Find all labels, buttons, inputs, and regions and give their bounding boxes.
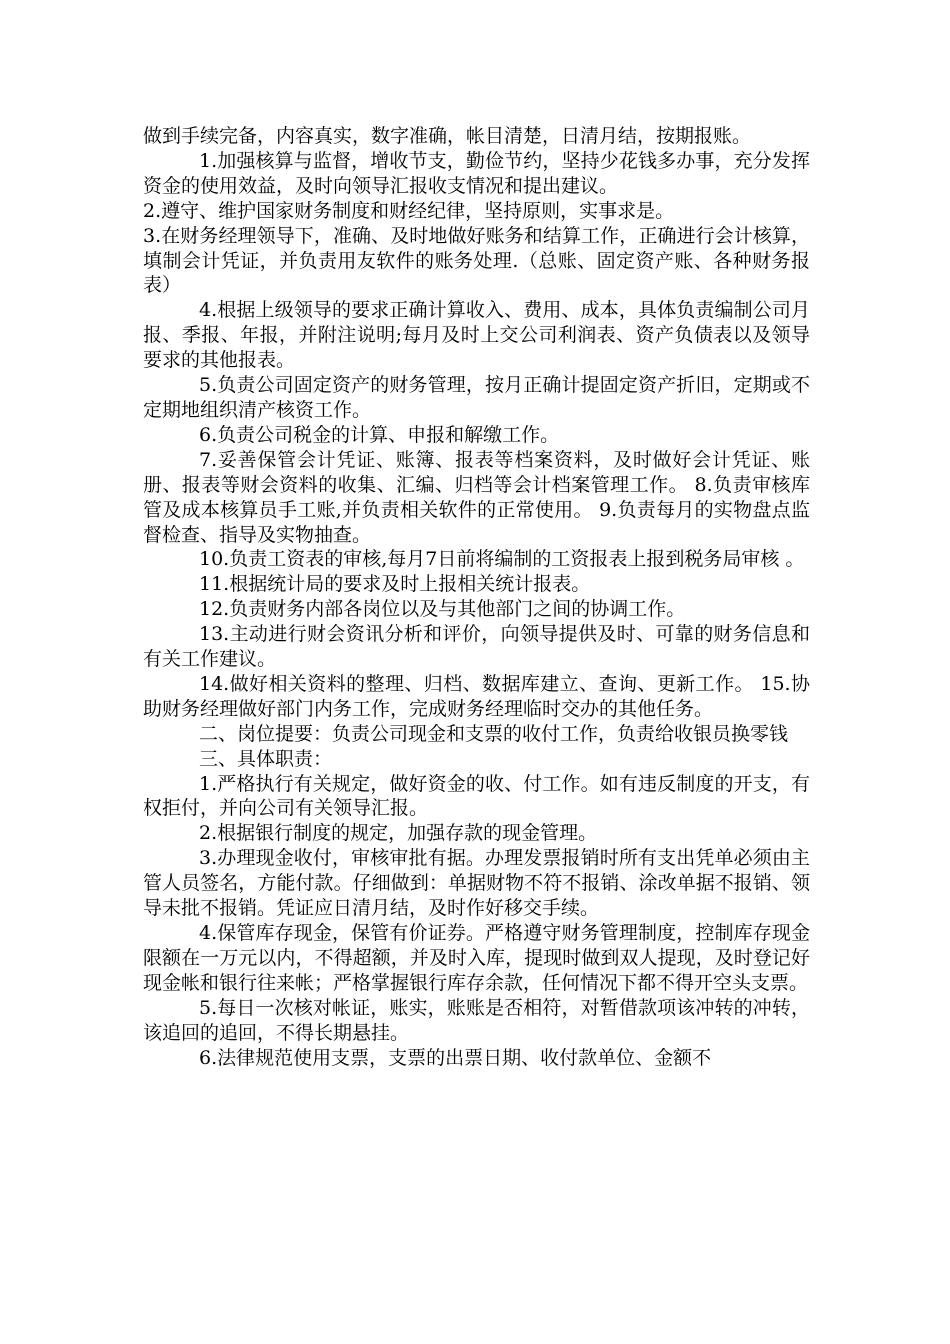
- paragraph-11: 12.负责财务内部各岗位以及与其他部门之间的协调工作。: [199, 598, 686, 621]
- section-heading-3: 三、具体职责：: [199, 747, 333, 770]
- paragraph-4: 3.在财务经理领导下，准确、及时地做好账务和结算工作，正确进行会计核算，填制会计凭证，并负责用友软件的账务处理.（总账、固定资产账、各种财务报表）: [143, 224, 810, 297]
- paragraph-20: 5.每日一次核对帐证，账实，账账是否相符，对暂借款项该冲转的冲转，该追回的追回，不得长期悬挂。: [143, 996, 810, 1044]
- paragraph-21: 6.法律规范使用支票，支票的出票日期、收付款单位、金额不: [199, 1046, 712, 1069]
- paragraph-16: 1.严格执行有关规定，做好资金的收、付工作。如有违反制度的开支，有权拒付，并向公司有关领导汇报。: [143, 772, 810, 820]
- paragraph-2: 1.加强核算与监督，增收节支，勤俭节约，坚持少花钱多办事，充分发挥资金的使用效益，及时向领导汇报收支情况和提出建议。: [143, 149, 810, 197]
- paragraph-7: 6.负责公司税金的计算、申报和解缴工作。: [199, 423, 560, 446]
- paragraph-1: 做到手续完备，内容真实，数字准确，帐目清楚，日清月结，按期报账。: [143, 125, 752, 147]
- paragraph-3: 2.遵守、维护国家财务制度和财经纪律，坚持原则，实事求是。: [143, 199, 675, 222]
- paragraph-17: 2.根据银行制度的规定，加强存款的现金管理。: [199, 822, 598, 845]
- paragraph-13: 14.做好相关资料的整理、归档、数据库建立、查询、更新工作。 15.协助财务经理做好部门内务工作，完成财务经理临时交办的其他任务。: [143, 672, 810, 720]
- section-heading-2: 二、岗位提要：负责公司现金和支票的收付工作，负责给收银员换零钱: [199, 722, 789, 745]
- paragraph-19: 4.保管库存现金，保管有价证券。严格遵守财务管理制度，控制库存现金限额在一万元以内，不得超额，并及时入库，提现时做到双人提现，及时登记好现金帐和银行往来帐；严格掌握银行库存余款，任何情况下都不得开空头支票。: [143, 922, 810, 994]
- paragraph-18: 3.办理现金收付，审核审批有据。办理发票报销时所有支出凭单必须由主管人员签名，方能付款。仔细做到：单据财物不符不报销、涂改单据不报销、领导未批不报销。凭证应日清月结，及时作好移交手续。: [143, 847, 810, 920]
- paragraph-9: 10.负责工资表的审核,每月7日前将编制的工资报表上报到税务局审核 。: [199, 548, 805, 571]
- paragraph-6: 5.负责公司固定资产的财务管理，按月正确计提固定资产折旧，定期或不定期地组织清产核资工作。: [143, 374, 810, 421]
- paragraph-5: 4.根据上级领导的要求正确计算收入、费用、成本，具体负责编制公司月报、季报、年报，并附注说明;每月及时上交公司利润表、资产负债表以及领导要求的其他报表。: [143, 299, 810, 372]
- paragraph-8: 7.妥善保管会计凭证、账簿、报表等档案资料，及时做好会计凭证、账册、报表等财会资料的收集、汇编、归档等会计档案管理工作。 8.负责审核库管及成本核算员手工账,并负责相关软件的正常使用。 9.负责每月的实物盘点监督检查、指导及实物抽查。: [143, 448, 810, 546]
- paragraph-10: 11.根据统计局的要求及时上报相关统计报表。: [199, 573, 591, 596]
- document-body: [143, 124, 810, 1070]
- paragraph-12: 13.主动进行财会资讯分析和评价，向领导提供及时、可靠的财务信息和有关工作建议。: [143, 623, 810, 671]
